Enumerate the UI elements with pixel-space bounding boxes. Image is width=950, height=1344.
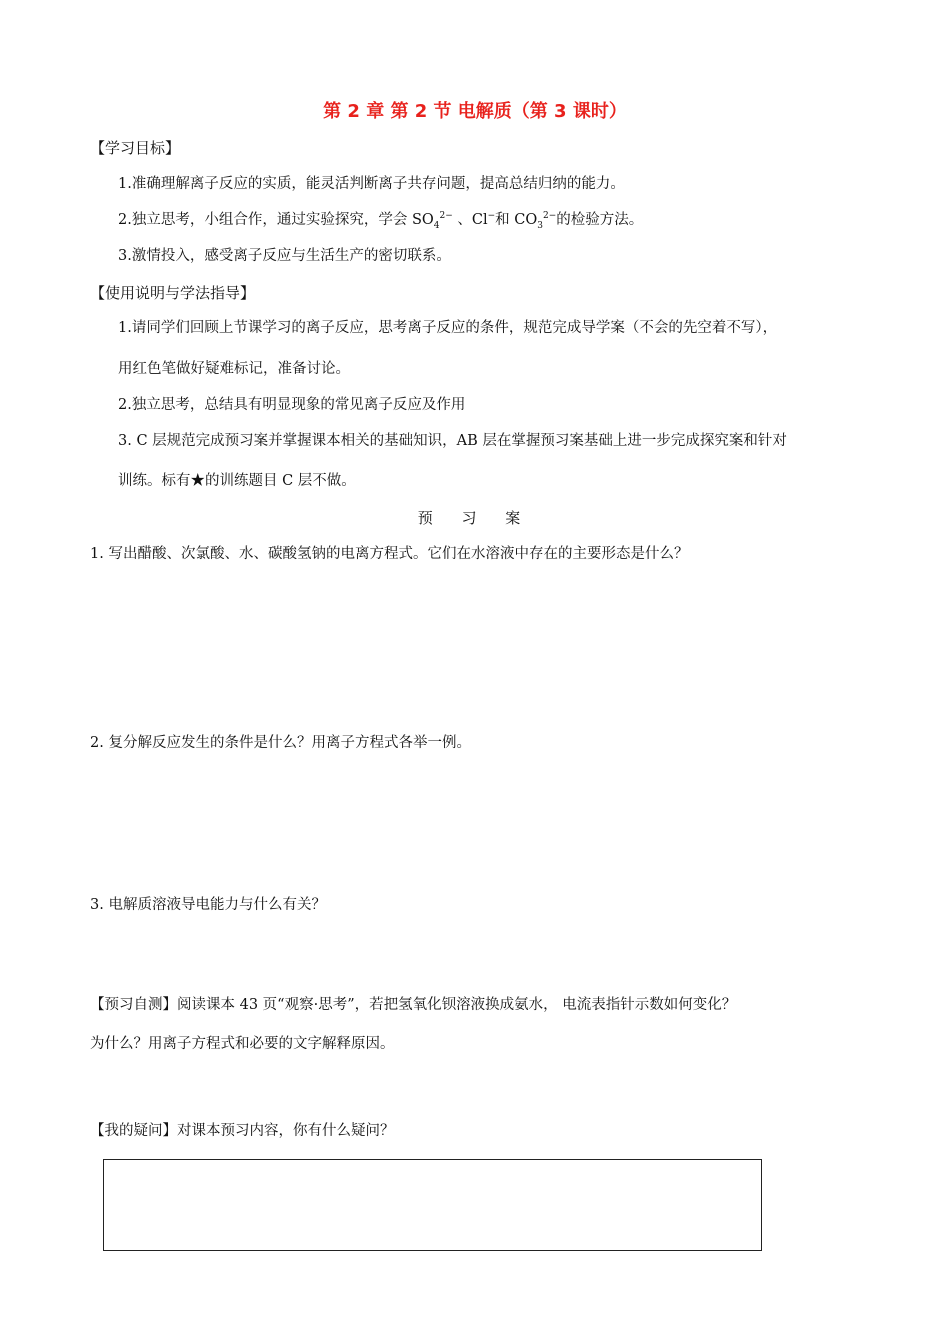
self-test-line-2: 为什么？用离子方程式和必要的文字解释原因。 — [90, 1036, 395, 1052]
preview-question-2: 2. 复分解反应发生的条件是什么？用离子方程式各举一例。 — [90, 735, 471, 751]
usage-item-2: 2.独立思考，总结具有明显现象的常见离子反应及作用 — [118, 397, 466, 413]
usage-item-3-line-1: 3. C 层规范完成预习案并掌握课本相关的基础知识，AB 层在掌握预习案基础上进一步完成探究案和针对 — [118, 433, 787, 449]
usage-item-3-line-2: 训练。标有★的训练题目 C 层不做。 — [118, 473, 356, 489]
objective-item-2-mid2: 和 CO — [495, 212, 538, 228]
co3-subscript: 3 — [537, 220, 543, 231]
co3-superscript: 2− — [543, 211, 557, 222]
preview-question-3: 3. 电解质溶液导电能力与什么有关？ — [90, 897, 326, 913]
questions-answer-box[interactable] — [103, 1159, 762, 1251]
usage-item-1-line-1: 1.请同学们回顾上节课学习的离子反应，思考离子反应的条件，规范完成导学案（不会的先空着不写）， — [118, 320, 778, 336]
so4-subscript: 4 — [433, 220, 440, 231]
objective-item-1: 1.准确理解离子反应的实质，能灵活判断离子共存问题，提高总结归纳的能力。 — [118, 176, 625, 192]
objective-item-2 — [118, 210, 643, 230]
usage-item-1-line-2: 用红色笔做好疑难标记，准备讨论。 — [118, 361, 350, 377]
objective-item-2-suffix: 的检验方法。 — [556, 212, 644, 228]
preview-question-1: 1. 写出醋酸、次氯酸、水、碳酸氢钠的电离方程式。它们在水溶液中存在的主要形态是什么？ — [90, 546, 689, 562]
page-title: 第 2 章 第 2 节 电解质（第 3 课时） — [323, 101, 627, 122]
so4-superscript: 2− — [439, 211, 453, 222]
self-test-line-1: 【预习自测】阅读课本 43 页“观察·思考”，若把氢氧化钡溶液换成氨水， 电流表指针示数如何变化？ — [90, 997, 737, 1013]
usage-heading: 【使用说明与学法指导】 — [90, 284, 256, 302]
questions-prompt: 【我的疑问】对课本预习内容，你有什么疑问？ — [90, 1123, 395, 1139]
objectives-heading: 【学习目标】 — [90, 139, 181, 157]
preview-heading: 预 习 案 — [417, 509, 533, 527]
objective-item-2-mid1: 、Cl — [452, 212, 488, 228]
objective-item-3: 3.激情投入，感受离子反应与生活生产的密切联系。 — [118, 248, 451, 264]
cl-superscript: − — [487, 211, 496, 222]
objective-item-2-prefix: 2.独立思考，小组合作，通过实验探究，学会 SO — [118, 212, 434, 228]
